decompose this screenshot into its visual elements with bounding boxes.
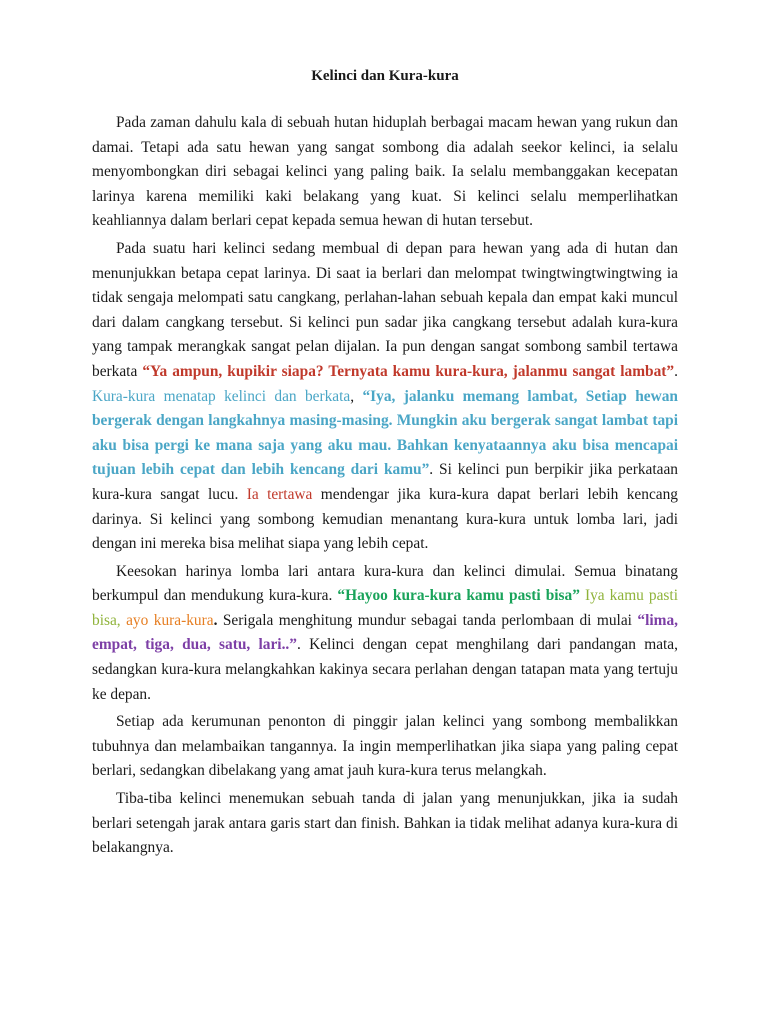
text-span: Keesokan harinya lomba lari antara kura-kura dan kelinci dimulai. Semua binatang berkumpul dan mendukung kura-kura. [92,562,678,605]
text-span: Pada suatu hari kelinci sedang membual di depan para hewan yang ada di hutan dan menunjukkan betapa cepat larinya. Di saat ia berlari dan melompat twingtwingtwingtwing ia tidak sengaja melompati satu cangkang, perlahan-lahan sebuah kepala dan empat kaki muncul dari dalam cangkang tersebut. Si kelinci pun sadar jika cangkang tersebut adalah kura-kura yang tampak merangkak sangat pelan dijalan. Ia pun dengan sangat sombong sambil tertawa berkata [92,239,678,380]
paragraph-5: Tiba-tiba kelinci menemukan sebuah tanda di jalan yang menunjukkan, jika ia sudah berlari setengah jarak antara garis start dan finish. Bahkan ia tidak melihat adanya kura-kura di belakangnya. [92,790,678,857]
text-span: . Si kelinci pun berpikir jika perkataan kura-kura sangat lucu. [92,461,678,503]
narration-turtle: Kura-kura menatap kelinci dan berkata [92,387,351,405]
rabbit-laugh: Ia tertawa [246,485,313,503]
cheer-reply-2: ayo kura-kura [126,611,214,629]
rabbit-quote: “Ya ampun, kupikir siapa? Ternyata kamu kura-kura, jalanmu sangat lambat” [142,362,675,380]
paragraph-3 [92,560,678,708]
text-span: . [674,362,678,380]
document-page [92,58,678,864]
turtle-quote: “Iya, jalanku memang lambat, Setiap hewan bergerak dengan langkahnya masing-masing. Mungkin aku bergerak sangat lambat tapi aku bisa pergi ke mana saja yang aku mau. Bahkan kenyataannya aku bisa mencapai tujuan lebih cepat dan lebih kencang dari kamu” [92,387,678,479]
paragraph-4: Setiap ada kerumunan penonton di pinggir jalan kelinci yang sombong membalikkan tubuhnya dan melambaikan tangannya. Ia ingin memperlihatkan jika siapa yang paling cepat berlari, sedangkan dibelakang yang amat jauh kura-kura terus melangkah. [92,713,678,780]
text-span: Serigala menghitung mundur sebagai tanda perlombaan di mulai [217,611,638,629]
text-span: . Kelinci dengan cepat menghilang dari pandangan mata, sedangkan kura-kura melangkahkan kakinya secara perlahan dengan tatapan mata yang tertuju ke depan. [92,636,678,703]
paragraph-1: Pada zaman dahulu kala di sebuah hutan hiduplah berbagai macam hewan yang rukun dan damai. Tetapi ada satu hewan yang sangat sombong dia adalah seekor kelinci, ia selalu menyombongkan diri sebagai kelinci yang paling baik. Ia selalu membanggakan kecepatan larinya karena memiliki kaki belakang yang kuat. Si kelinci selalu memperlihatkan keahliannya dalam berlari cepat kepada semua hewan di hutan tersebut. [92,114,678,230]
text-span: . [213,611,218,629]
countdown-quote: “lima, empat, tiga, dua, satu, lari..” [92,611,678,654]
text-span: , [350,387,363,405]
animals-cheer-quote: “Hayoo kura-kura kamu pasti bisa” [337,587,580,605]
paragraph-2 [92,237,678,557]
document-title: Kelinci dan Kura-kura [311,68,459,84]
text-span: mendengar jika kura-kura dapat berlari lebih kencang darinya. Si kelinci yang sombong kemudian menantang kura-kura untuk lomba lari, jadi dengan ini mereka bisa melihat siapa yang lebih cepat. [92,485,678,553]
cheer-reply: Iya kamu pasti bisa, [92,587,678,629]
